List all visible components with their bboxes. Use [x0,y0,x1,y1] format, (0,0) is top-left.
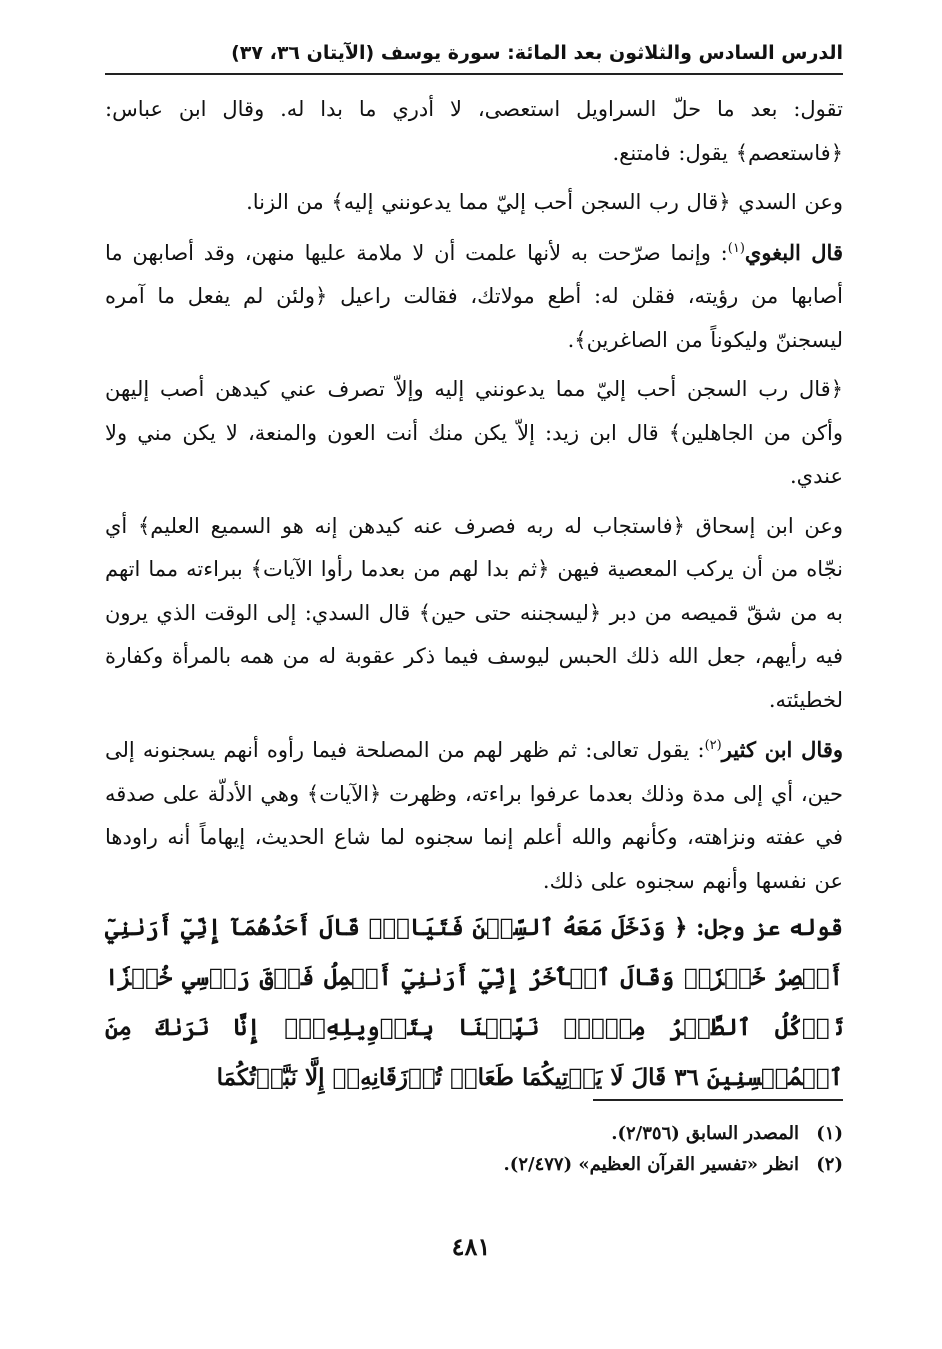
paragraph-text: تقول: بعد ما حلّ السراويل استعصى، لا أدري ما بدا له. وقال ابن عباس: ﴿فاستعصم﴾ يقول: فامتنع. [105,97,843,165]
paragraph [105,728,843,903]
footnote [105,1118,843,1149]
footnote-ref: (١) [727,240,745,256]
quoted-author: وقال ابن كثير [721,737,843,762]
quran-passage [105,903,843,1103]
footnote-number: (٢) [816,1154,843,1175]
paragraph-text: : يقول تعالى: ثم ظهر لهم من المصلحة فيما رأوه أنهم يسجنونه إلى حين، أي إلى مدة وذلك بعدما عرفوا براءته، وظهرت ﴿الآيات﴾ وهي الأدلّة على صدقه في عفته ونزاهته، وكأنهم والله أعلم إنما سجنوه لما شاع الحديث، إيهاماً أنه راودها عن نفسها وأنهم سجنوه على ذلك. [105,738,843,893]
footnote [105,1149,843,1180]
header-rule [105,73,843,75]
quran-verse-text: ﴿ وَدَخَلَ مَعَهُ ٱلسِّجۡنَ فَتَيَانِۖ قَالَ أَحَدُهُمَآ إِنِّيٓ أَرَىٰنِيٓ أَعۡصِرُ خَمۡرٗاۖ وَقَالَ ٱلۡأٓخَرُ إِنِّيٓ أَرَىٰنِيٓ أَحۡمِلُ فَوۡقَ رَأۡسِي خُبۡزٗا تَأۡكُلُ ٱلطَّيۡرُ مِنۡهُۖ نَبِّئۡنَا بِتَأۡوِيلِهِۦٓۖ إِنَّا نَرَىٰكَ مِنَ ٱلۡمُحۡسِنِينَ ٣٦ قَالَ لَا يَأۡتِيكُمَا طَعَامٞ تُرۡزَقَانِهِۦٓ إِلَّا نَبَّأۡتُكُمَا [105,914,843,1091]
paragraph [105,368,843,499]
body-text [105,88,843,1103]
paragraph-text: وعن ابن إسحاق ﴿فاستجاب له ربه فصرف عنه كيدهن إنه هو السميع العليم﴾ أي نجّاه من أن يركب المعصية فيهن ﴿ثم بدا لهم من بعدما رأوا الآيات﴾ ببراءته مما اتهم به من شقّ قميصه من دبر ﴿ليسجننه حتى حين﴾ قال السدي: إلى الوقت الذي يرون فيه رأيهم، جعل الله ذلك الحبس ليوسف فيما ذكر عقوبة له من همه بالمرأة وكفارة لخطيئته. [105,513,843,712]
paragraph-text: : وإنما صرّحت به لأنها علمت أن لا ملامة عليها منهن، وقد أصابهن ما أصابها من رؤيته، فقلن له: أطع مولاتك، فقالت راعيل ﴿ولئن لم يفعل ما آمره ليسجننّ وليكوناً من الصاغرين﴾. [105,240,843,352]
running-header: الدرس السادس والثلاثون بعد المائة: سورة يوسف (الآيتان ٣٦، ٣٧) [231,42,843,64]
quoted-author: قال البغوي [744,239,843,265]
footnote-text: انظر «تفسير القرآن العظيم» (٢/٤٧٧). [503,1154,799,1175]
paragraph-text: وعن السدي ﴿قال رب السجن أحب إليّ مما يدعونني إليه﴾ من الزنا. [246,190,843,214]
paragraph [105,231,843,363]
footnote-text: المصدر السابق (٢/٣٥٦). [611,1123,799,1144]
footnote-number: (١) [816,1123,843,1144]
paragraph [105,88,843,175]
footnote-rule [593,1099,843,1101]
quran-intro: قوله عز وجل: [696,914,844,941]
footnote-ref: (٢) [704,738,722,753]
paragraph [105,505,843,723]
footnotes [105,1118,843,1180]
paragraph [105,181,843,225]
paragraph-text: ﴿قال رب السجن أحب إليّ مما يدعونني إليه وإلاّ تصرف عني كيدهن أصب إليهن وأكن من الجاهلين﴾ قال ابن زيد: إلاّ يكن منك أنت العون والمنعة، لا يكن مني ولا عندي. [105,377,843,488]
page-number: ٤٨١ [451,1232,491,1261]
